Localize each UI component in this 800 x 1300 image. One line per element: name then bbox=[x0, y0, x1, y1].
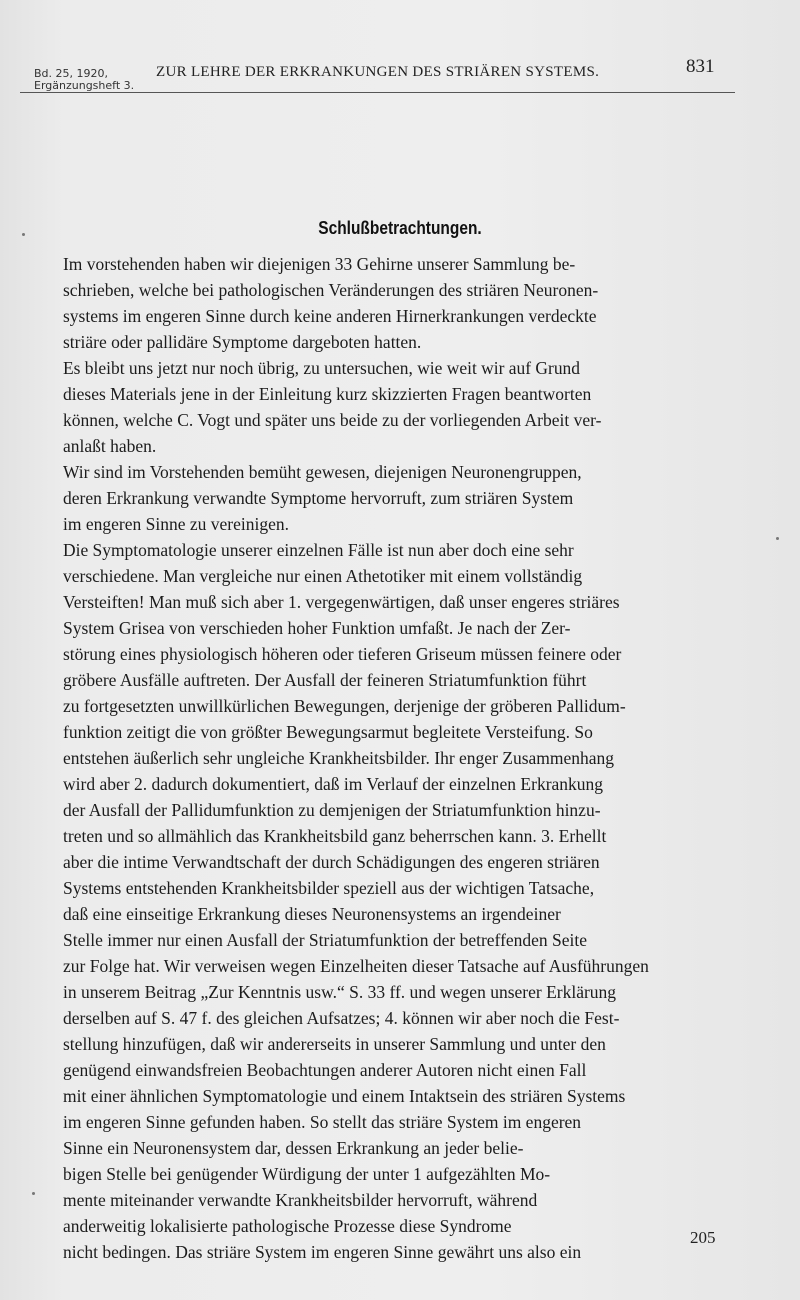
text-line: zu fortgesetzten unwillkürlichen Bewegungen, derjenige der gröberen Pallidum- bbox=[63, 696, 626, 716]
text-line: dieses Materials jene in der Einleitung kurz skizzierten Fragen beantworten bbox=[63, 384, 592, 404]
speck bbox=[22, 233, 25, 236]
text-line: systems im engeren Sinne durch keine anderen Hirnerkrankungen verdeckte bbox=[63, 306, 597, 326]
text-line: Versteiften! Man muß sich aber 1. vergegenwärtigen, daß unser engeres striäres bbox=[63, 592, 620, 612]
text-line: zur Folge hat. Wir verweisen wegen Einzelheiten dieser Tatsache auf Ausführungen bbox=[63, 956, 649, 976]
signature-number: 205 bbox=[690, 1228, 716, 1247]
speck bbox=[776, 537, 779, 540]
text-line: anderweitig lokalisierte pathologische Prozesse diese Syndrome bbox=[63, 1216, 512, 1236]
text-line: störung eines physiologisch höheren oder tieferen Griseum müssen feinere oder bbox=[63, 644, 622, 664]
text-line: mente miteinander verwandte Krankheitsbilder hervorruft, während bbox=[63, 1190, 538, 1210]
text-line: deren Erkrankung verwandte Symptome hervorruft, zum striären System bbox=[63, 488, 574, 508]
text-line: verschiedene. Man vergleiche nur einen Athetotiker mit einem vollständig bbox=[63, 566, 583, 586]
text-line: Die Symptomatologie unserer einzelnen Fälle ist nun aber doch eine sehr bbox=[63, 540, 574, 560]
text-line: wird aber 2. dadurch dokumentiert, daß im Verlauf der einzelnen Erkrankung bbox=[63, 774, 604, 794]
text-line: können, welche C. Vogt und später uns beide zu der vorliegenden Arbeit ver- bbox=[63, 410, 602, 430]
text-line: im engeren Sinne zu vereinigen. bbox=[63, 514, 289, 534]
text-line: nicht bedingen. Das striäre System im engeren Sinne gewährt uns also ein bbox=[63, 1242, 582, 1262]
text-line: derselben auf S. 47 f. des gleichen Aufsatzes; 4. können wir aber noch die Fest- bbox=[63, 1008, 620, 1028]
section-title: Schlußbetrachtungen. bbox=[318, 218, 482, 238]
text-line: System Grisea von verschieden hoher Funktion umfaßt. Je nach der Zer- bbox=[63, 618, 571, 638]
running-title: ZUR LEHRE DER ERKRANKUNGEN DES STRIÄREN SYSTEMS. bbox=[156, 64, 600, 80]
text-line: Wir sind im Vorstehenden bemüht gewesen, diejenigen Neuronengruppen, bbox=[63, 462, 582, 482]
text-line: der Ausfall der Pallidumfunktion zu demjenigen der Striatumfunktion hinzu- bbox=[63, 800, 601, 820]
text-line: Stelle immer nur einen Ausfall der Striatumfunktion der betreffenden Seite bbox=[63, 930, 588, 950]
text-line: genügend einwandsfreien Beobachtungen anderer Autoren nicht einen Fall bbox=[63, 1060, 587, 1080]
text-line: mit einer ähnlichen Symptomatologie und einem Intaktsein des striären Systems bbox=[63, 1086, 626, 1106]
text-line: schrieben, welche bei pathologischen Veränderungen des striären Neuronen- bbox=[63, 280, 599, 300]
text-line: Systems entstehenden Krankheitsbilder speziell aus der wichtigen Tatsache, bbox=[63, 878, 595, 898]
text-line: anlaßt haben. bbox=[63, 436, 157, 456]
text-line: aber die intime Verwandtschaft der durch Schädigungen des engeren striären bbox=[63, 852, 600, 872]
text-line: striäre oder pallidäre Symptome dargeboten hatten. bbox=[63, 332, 422, 352]
text-line: daß eine einseitige Erkrankung dieses Neuronensystems an irgendeiner bbox=[63, 904, 561, 924]
text-line: bigen Stelle bei genügender Würdigung der unter 1 aufgezählten Mo- bbox=[63, 1164, 551, 1184]
speck bbox=[32, 1192, 35, 1195]
text-line: gröbere Ausfälle auftreten. Der Ausfall der feineren Striatumfunktion führt bbox=[63, 670, 587, 690]
text-line: Sinne ein Neuronensystem dar, dessen Erkrankung an jeder belie- bbox=[63, 1138, 524, 1158]
text-line: im engeren Sinne gefunden haben. So stellt das striäre System im engeren bbox=[63, 1112, 582, 1132]
text-line: in unserem Beitrag „Zur Kenntnis usw.“ S. 33 ff. und wegen unserer Erklärung bbox=[63, 982, 617, 1002]
text-line: funktion zeitigt die von größter Bewegungsarmut begleitete Versteifung. So bbox=[63, 722, 593, 742]
text-line: Es bleibt uns jetzt nur noch übrig, zu untersuchen, wie weit wir auf Grund bbox=[63, 358, 581, 378]
supplement-line: Ergänzungsheft 3. bbox=[34, 79, 135, 92]
text-line: Im vorstehenden haben wir diejenigen 33 Gehirne unserer Sammlung be- bbox=[63, 254, 576, 274]
text-line: treten und so allmählich das Krankheitsbild ganz beherrschen kann. 3. Erhellt bbox=[63, 826, 607, 846]
text-line: stellung hinzufügen, daß wir andererseits in unserer Sammlung und unter den bbox=[63, 1034, 606, 1054]
volume-line: Bd. 25, 1920, bbox=[34, 67, 109, 80]
text-line: entstehen äußerlich sehr ungleiche Krankheitsbilder. Ihr enger Zusammenhang bbox=[63, 748, 615, 768]
page-number: 831 bbox=[686, 56, 715, 77]
